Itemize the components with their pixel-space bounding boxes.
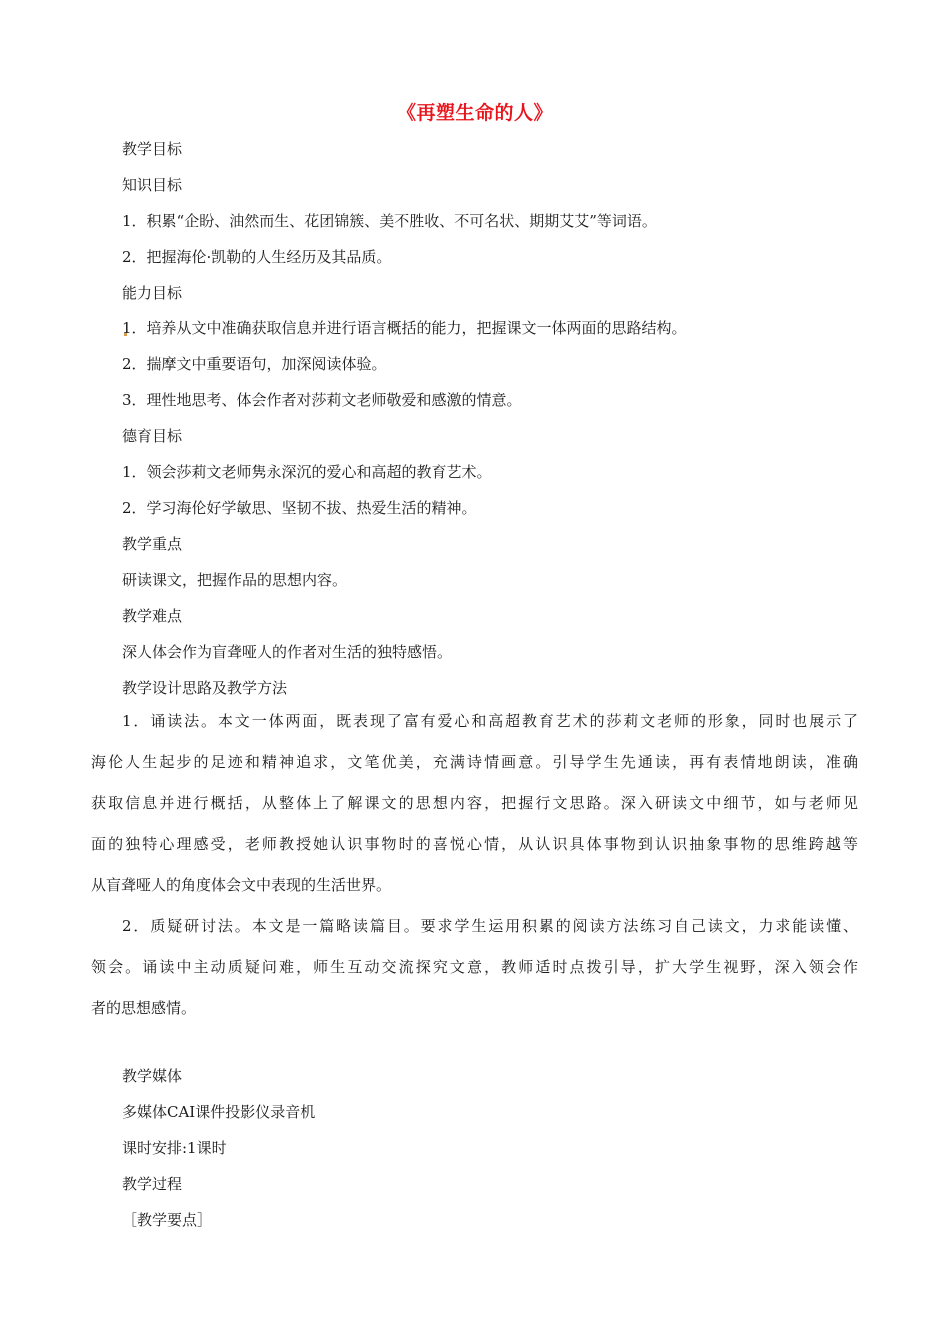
heading-process: 教学过程 [122, 1175, 183, 1193]
heading-media: 教学媒体 [122, 1067, 183, 1085]
heading-design-methods: 教学设计思路及教学方法 [122, 679, 288, 697]
heading-knowledge-goals: 知识目标 [122, 176, 183, 194]
heading-moral-goals: 德育目标 [122, 427, 183, 445]
moral-item-1: 1．领会莎莉文老师隽永深沉的爱心和高超的教育艺术。 [122, 463, 492, 481]
heading-teaching-goals: 教学目标 [122, 140, 183, 158]
difficulties-text: 深人体会作为盲聋哑人的作者对生活的独特感悟。 [122, 643, 453, 661]
moral-item-2: 2．学习海伦好学敏思、坚韧不拔、热爱生活的精神。 [122, 499, 477, 517]
method-2-line-2: 领会。诵读中主动质疑问难，师生互动交流探究文意，教师适时点拨引导，扩大学生视野，深入领会作 [91, 958, 858, 976]
heading-ability-goals: 能力目标 [122, 284, 183, 302]
method-1-line-1: 1．诵读法。本文一体两面，既表现了富有爱心和高超教育艺术的莎莉文老师的形象，同时也展示了 [122, 712, 858, 730]
ability-item-2: 2．揣摩文中重要语句，加深阅读体验。 [122, 355, 387, 373]
ability-item-1: 1．培养从文中准确获取信息并进行语言概括的能力，把握课文一体两面的思路结构。 [122, 319, 687, 337]
knowledge-item-2: 2．把握海伦·凯勒的人生经历及其品质。 [122, 248, 392, 266]
heading-key-points: 教学重点 [122, 535, 183, 553]
method-1-line-4: 面的独特心理感受，老师教授她认识事物时的喜悦心情，从认识具体事物到认识抽象事物的思维跨越等 [91, 835, 858, 853]
document-title: 《再塑生命的人》 [396, 102, 553, 124]
method-1-line-5: 从盲聋哑人的角度体会文中表现的生活世界。 [91, 876, 392, 894]
method-1-line-3: 获取信息并进行概括，从整体上了解课文的思想内容，把握行文思路。深入研读文中细节，如与老师见 [91, 794, 858, 812]
heading-difficulties: 教学难点 [122, 607, 183, 625]
heading-key-teaching-points: ［教学要点］ [122, 1211, 213, 1229]
ability-item-3: 3．理性地思考、体会作者对莎莉文老师敬爱和感激的情意。 [122, 391, 522, 409]
method-2-line-1: 2．质疑研讨法。本文是一篇略读篇目。要求学生运用积累的阅读方法练习自己读文，力求能读懂、 [122, 917, 858, 935]
method-1-line-2: 海伦人生起步的足迹和精神追求，文笔优美，充满诗情画意。引导学生先通读，再有表情地朗读，准确 [91, 753, 858, 771]
media-text: 多媒体CAI课件投影仪录音机 [122, 1103, 316, 1121]
key-points-text: 研读课文，把握作品的思想内容。 [122, 571, 348, 589]
schedule-text: 课时安排:1课时 [122, 1139, 227, 1157]
knowledge-item-1: 1．积累“企盼、油然而生、花团锦簇、美不胜收、不可名状、期期艾艾”等词语。 [122, 212, 657, 230]
method-2-line-3: 者的思想感情。 [91, 999, 197, 1017]
